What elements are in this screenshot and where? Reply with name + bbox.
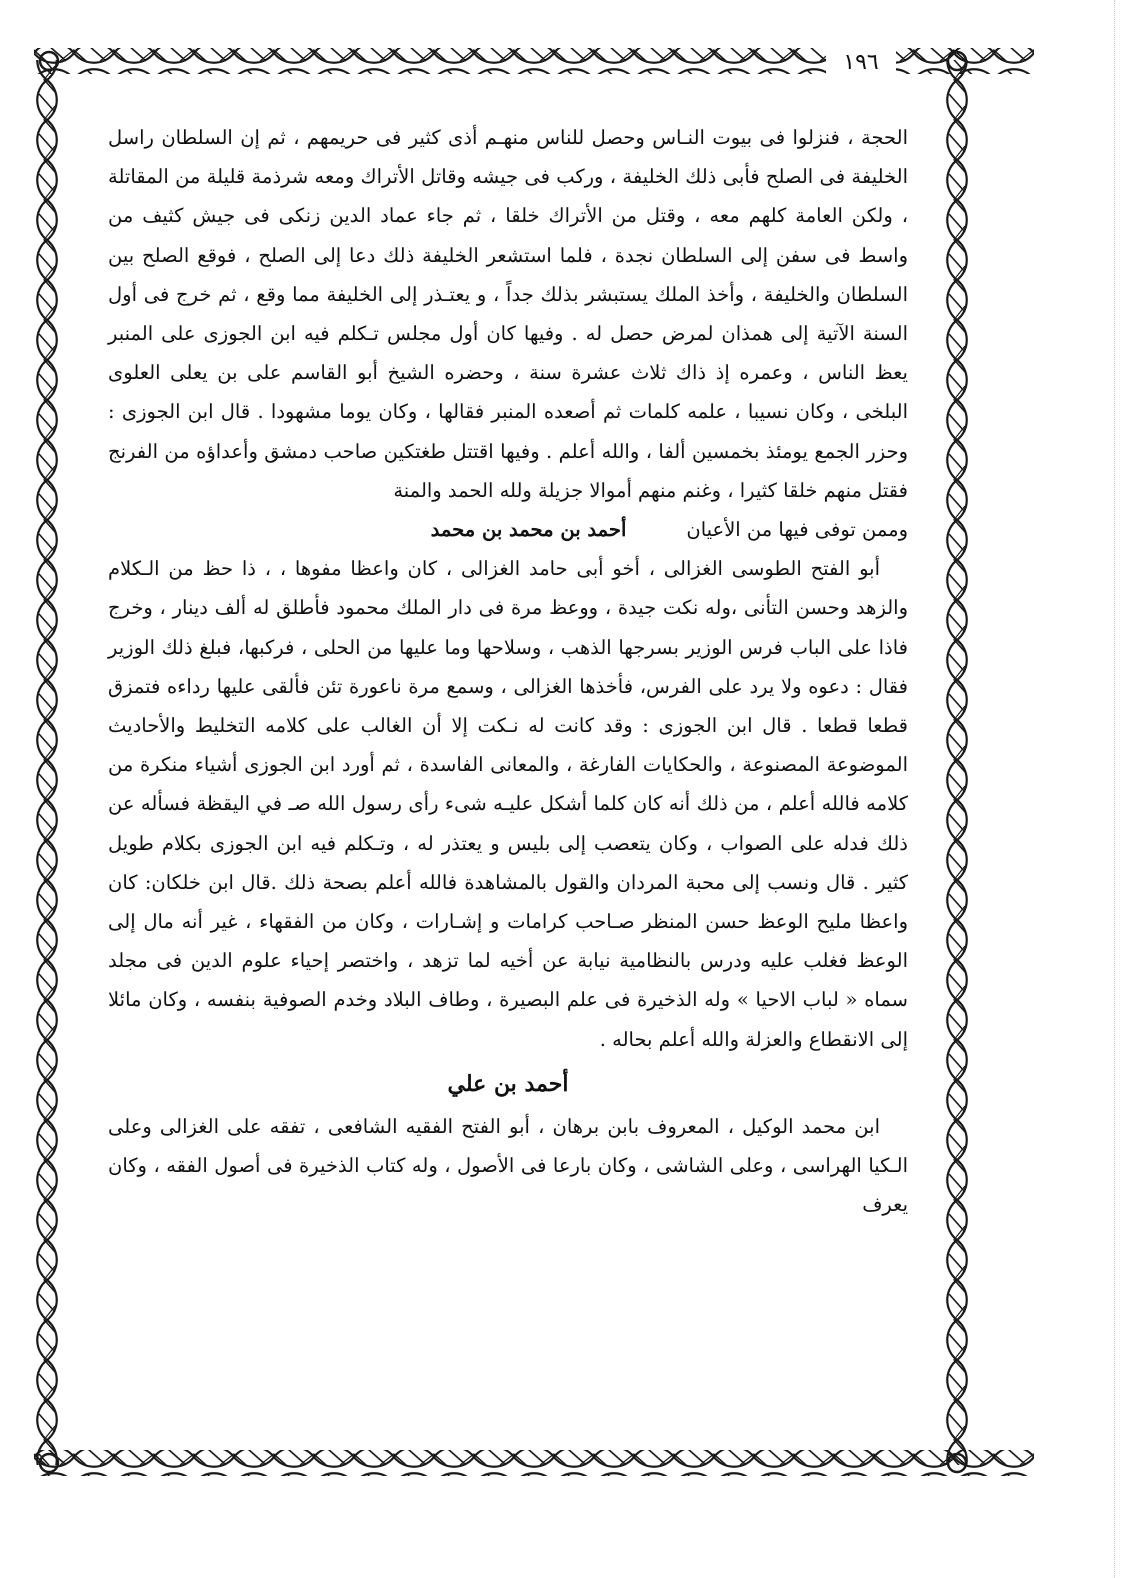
person-name-ahmad-ibn-muhammad: أحمد بن محمد بن محمد bbox=[430, 518, 627, 542]
page-number: ١٩٦ bbox=[826, 48, 896, 78]
scan-edge-line bbox=[1114, 0, 1117, 1578]
person-name-ahmad-ibn-ali: أحمد بن علي bbox=[447, 1070, 569, 1097]
page-body bbox=[108, 118, 908, 1224]
deaths-intro: وممن توفى فيها من الأعيان bbox=[686, 518, 908, 542]
deaths-heading bbox=[108, 510, 908, 549]
paragraph-continuation: الحجة ، فنزلوا فى بيوت النـاس وحصل للناس منهـم أذى كثير فى حريمهم ، ثم إن السلطان راسل الخليفة فى الصلح فأبى ذلك الخليفة ، وركب فى جيشه وقاتل الأتراك ومعه شرذمة قليلة من المقاتلة ، ولكن العامة كلهم معه ، وقتل من الأتراك خلقا ، ثم جاء عماد الدين زنكى فى جيش كثيف من واسط فى سفن إلى السلطان نجدة ، فلما استشعر الخليفة ذلك دعا إلى الصلح ، فوقع الصلح بين السلطان والخليفة ، وأخذ الملك يستبشر بذلك جداً ، و يعتـذر إلى الخليفة مما وقع ، ثم خرج فى أول السنة الآتية إلى همذان لمرض حصل له . وفيها كان أول مجلس تـكلم فيه ابن الجوزى على المنبر يعظ الناس ، وعمره إذ ذاك ثلاث عشرة سنة ، وحضره الشيخ أبو القاسم على بن يعلى العلوى البلخى ، وكان نسيبا ، علمه كلمات ثم أصعده المنبر فقالها ، وكان يوما مشهودا . قال ابن الجوزى : وحزر الجمع يومئذ بخمسين ألفا ، والله أعلم . وفيها اقتتل طغتكين صاحب دمشق وأعداؤه من الفرنج فقتل منهم خلقا كثيرا ، وغنم منهم أموالا جزيلة ولله الحمد والمنة bbox=[108, 126, 908, 502]
biography-paragraph-2: ابن محمد الوكيل ، المعروف بابن برهان ، أبو الفتح الفقيه الشافعى ، تفقه على الغزالى وعلى الـكيا الهراسى ، وعلى الشاشى ، وكان بارعا فى الأصول ، وله كتاب الذخيرة فى أصول الفقه ، وكان يعرف bbox=[108, 1114, 908, 1217]
biography-paragraph: أبو الفتح الطوسى الغزالى ، أخو أبى حامد الغزالى ، كان واعظا مفوها ، ، ذا حظ من الـكلام والزهد وحسن التأنى ،وله نكت جيدة ، ووعظ مرة فى دار الملك محمود فأطلق له ألف دينار ، وخرج فاذا على الباب فرس الوزير بسرجها الذهب ، وسلاحها وما عليها من الحلى ، فركبها، فبلغ ذلك الوزير فقال : دعوه ولا يرد على الفرس، فأخذها الغزالى ، وسمع مرة ناعورة تئن فألقى عليها رداءه فتمزق قطعا قطعا . قال ابن الجوزى : وقد كانت له نـكت إلا أن الغالب على كلامه التخليط والأحاديث الموضوعة المصنوعة ، والحكايات الفارغة ، والمعانى الفاسدة ، ثم أورد ابن الجوزى أشياء منكرة من كلامه فالله أعلم ، من ذلك أنه كان كلما أشكل عليـه شىء رأى رسول الله صـ في اليقظة فسأله عن ذلك فدله على الصواب ، وكان يتعصب إلى بليس و يعتذر له ، وتـكلم فيه ابن الجوزى بكلام طويل كثير . قال ونسب إلى محبة المردان والقول بالمشاهدة فالله أعلم بصحة ذلك .قال ابن خلكان: كان واعظا مليح الوعظ حسن المنظر صـاحب كرامات و إشـارات ، وكان من الفقهاء ، غير أنه مال إلى الوعظ فغلب عليه ودرس بالنظامية نيابة عن أخيه لما تزهد ، واختصر إحياء علوم الدين فى مجلد سماه « لباب الاحيا » وله الذخيرة فى علم البصيرة ، وطاف البلاد وخدم الصوفية بنفسه ، وكان مائلا إلى الانقطاع والعزلة والله أعلم بحاله . bbox=[108, 557, 908, 1051]
